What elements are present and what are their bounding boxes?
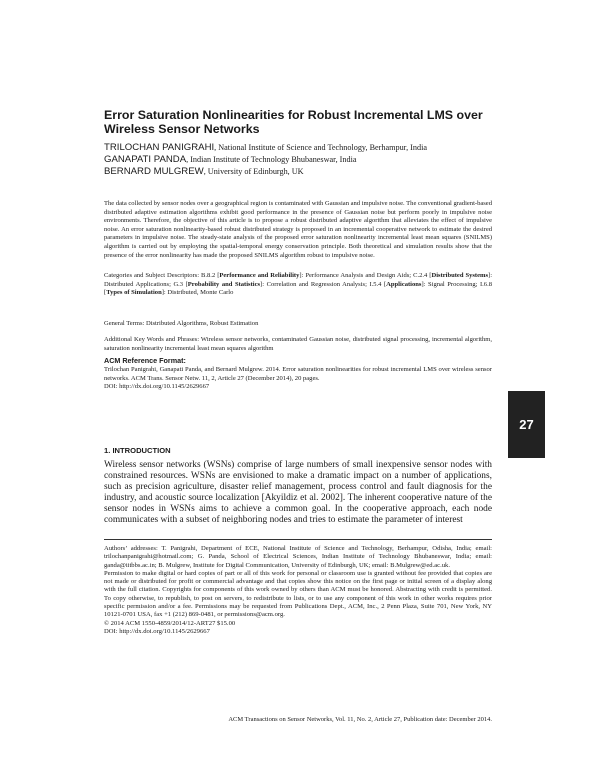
- author-affiliation: , University of Edinburgh, UK: [203, 167, 304, 176]
- ccs-term: Distributed Systems: [431, 272, 489, 279]
- general-terms: General Terms: Distributed Algorithms, Robust Estimation: [104, 320, 259, 327]
- footnote-doi: DOI: http://dx.doi.org/10.1145/2629667: [104, 627, 210, 635]
- footnote-rule: [104, 539, 492, 540]
- abstract: The data collected by sensor nodes over a geographical region is contaminated with Gaussian and impulsive noise. The conventional gradient-based distributed adaptive estimation algorithms exhibit good performance in the presence of Gaussian noise but perform poorly in impulsive noise environments. Therefore, the objective of this article is to propose a robust distributed adaptive algorithm that alleviates the effect of impulsive noise. An error saturation nonlinearity-based robust distributed strategy is proposed in an incremental cooperative network to estimate the desired parameters in impulsive noise. The steady-state analysis of the proposed error saturation nonlinearity incremental least mean squares (SNILMS) algorithm is carried out by employing the spatial-temporal energy conservation principle. Both theoretical and simulation results show that the presence of the error nonlinearity has made the proposed SNILMS algorithm robust to impulsive noise.: [104, 200, 492, 259]
- introduction-text: Wireless sensor networks (WSNs) comprise of large numbers of small inexpensive sensor nodes with constrained resources. WSNs are envisioned to make a dramatic impact on a number of applications, such as precision agriculture, disaster relief management, process control and fault diagnosis for the industry, and acoustic source localization [Akyildiz et al. 2002]. The inherent cooperative nature of the sensor nodes in WSNs aims to achieve a common goal. In the cooperative approach, each node communicates with a subset of neighboring nodes and tries to estimate the parameter of interest: [104, 460, 492, 525]
- permission-notice: Permission to make digital or hard copies of part or all of this work for personal or classroom use is granted without fee provided that copies are not made or distributed for profit or commercial advantage and that copies show this notice on the first page or initial screen of a display along with the full citation. Copyrights for components of this work owned by others than ACM must be honored. Abstracting with credit is permitted. To copy otherwise, to republish, to post on servers, to redistribute to lists, or to use any component of this work in other works requires prior specific permission and/or a fee. Permissions may be requested from Publications Dept., ACM, Inc., 2 Penn Plaza, Suite 701, New York, NY 10121-0701 USA, fax +1 (212) 869-0481, or permissions@acm.org.: [104, 569, 492, 619]
- reference-format: [104, 366, 492, 392]
- author-name: GANAPATI PANDA: [104, 154, 187, 165]
- footnotes: [104, 545, 492, 636]
- ccs-text: ]: Distributed, Monte Carlo: [161, 289, 234, 297]
- ccs-text: ]: Signal Processing; I.6.8 [: [104, 280, 492, 297]
- running-footer: ACM Transactions on Sensor Networks, Vol. 11, No. 2, Article 27, Publication date: December 2014.: [228, 716, 492, 723]
- reference-citation: Trilochan Panigrahi, Ganapati Panda, and Bernard Mulgrew. 2014. Error saturation nonlinearities for robust incremental LMS over wireless sensor networks. ACM Trans. Sensor Netw. 11, 2, Article 27 (December 2014), 20 pages.: [104, 366, 492, 382]
- author-affiliation: , National Institute of Science and Technology, Berhampur, India: [214, 143, 427, 152]
- author-name: TRILOCHAN PANIGRAHI: [104, 142, 215, 153]
- reference-doi: DOI: http://dx.doi.org/10.1145/2629667: [104, 383, 210, 391]
- paper-title: Error Saturation Nonlinearities for Robust Incremental LMS over Wireless Sensor Networks: [104, 108, 483, 136]
- ccs-text: ]: Correlation and Regression Analysis; I.5.4 [: [260, 280, 387, 288]
- author-name: BERNARD MULGREW: [104, 166, 204, 177]
- article-number-tab: 27: [508, 391, 545, 458]
- copyright-line: © 2014 ACM 1550-4859/2014/12-ART27 $15.00: [104, 619, 236, 627]
- ccs-term: Performance and Reliability: [219, 272, 300, 279]
- ccs-text: ]: Performance Analysis and Design Aids; C.2.4 [: [299, 272, 432, 279]
- author-affiliation: , Indian Institute of Technology Bhubaneswar, India: [186, 155, 357, 164]
- keywords: Additional Key Words and Phrases: Wireless sensor networks, contaminated Gaussian noise, distributed signal processing, incremental algorithm, saturation nonlinearity incremental least mean squares algorithm: [104, 336, 492, 352]
- ccs-term: Probability and Statistics: [187, 280, 261, 288]
- author-line: [104, 142, 504, 154]
- subject-descriptors: [104, 272, 492, 298]
- ccs-term: Types of Simulation: [106, 289, 162, 297]
- ccs-term: Applications: [386, 280, 422, 288]
- ccs-text: Categories and Subject Descriptors: B.8.2 [: [104, 272, 220, 279]
- reference-format-heading: ACM Reference Format:: [104, 356, 186, 365]
- section-heading: 1. INTRODUCTION: [104, 446, 171, 455]
- author-list: [104, 142, 504, 178]
- ccs-text: ]: Distributed Applications; G.3 [: [104, 272, 493, 288]
- author-line: [104, 166, 504, 178]
- author-addresses: Authors’ addresses: T. Panigrahi, Department of ECE, National Institute of Science and Technology, Berhampur, Odisha, India; email: trilochanpanigrahi@hotmail.com; G. Panda, School of Electrical Sciences, Indian Institute of Technology Bhubaneswar, India; email: ganda@iitbbs.ac.in; B. Mulgrew, Institute for Digital Communication, University of Edinburgh, UK; email: B.Mulgrew@ed.ac.uk.: [104, 545, 492, 569]
- author-line: [104, 154, 504, 166]
